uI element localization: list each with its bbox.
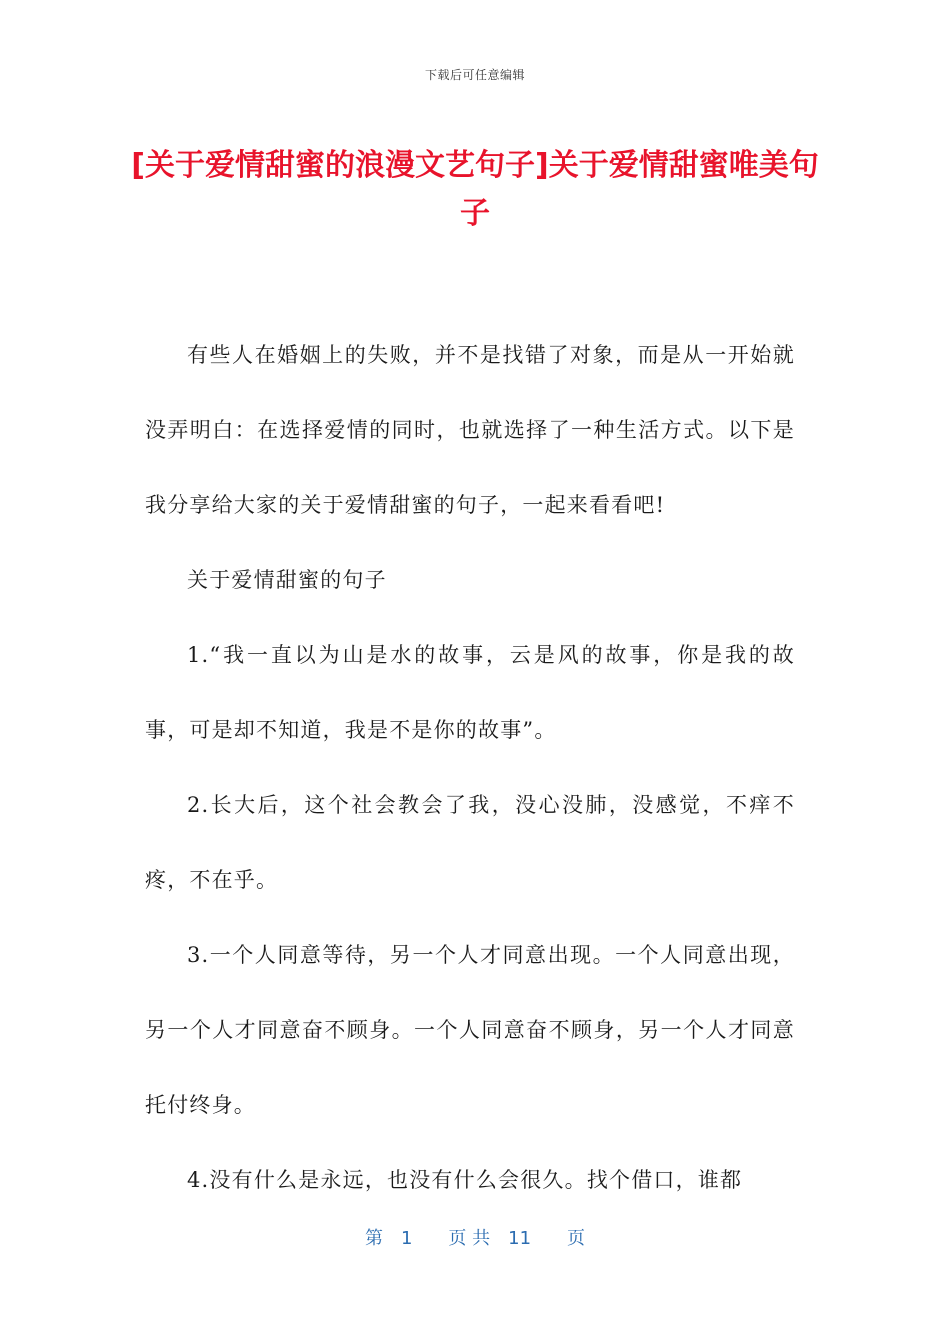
list-item-4: 4.没有什么是永远，也没有什么会很久。找个借口，谁都 <box>187 1168 743 1192</box>
list-item-2: 2.长大后，这个社会教会了我，没心没肺，没感觉，不痒不疼，不在乎。 <box>145 793 795 892</box>
document-body <box>145 318 795 1218</box>
list-item-3: 3.一个人同意等待，另一个人才同意出现。一个人同意出现，另一个人才同意奋不顾身。一个人同意奋不顾身，另一个人才同意托付终身。 <box>145 943 795 1117</box>
section-heading: 关于爱情甜蜜的句子 <box>187 568 387 592</box>
paragraph-intro: 有些人在婚姻上的失败，并不是找错了对象，而是从一开始就没弄明白：在选择爱情的同时，也就选择了一种生活方式。以下是我分享给大家的关于爱情甜蜜的句子，一起来看看吧! <box>145 343 795 517</box>
page-number-footer: 第 1 页 共 11 页 <box>364 1228 586 1249</box>
page-title: [关于爱情甜蜜的浪漫文艺句子]关于爱情甜蜜唯美句子 <box>131 148 819 231</box>
list-item-1: 1.“我一直以为山是水的故事，云是风的故事，你是我的故事，可是却不知道，我是不是你的故事”。 <box>145 643 795 742</box>
header-note: 下载后可任意编辑 <box>424 68 525 82</box>
